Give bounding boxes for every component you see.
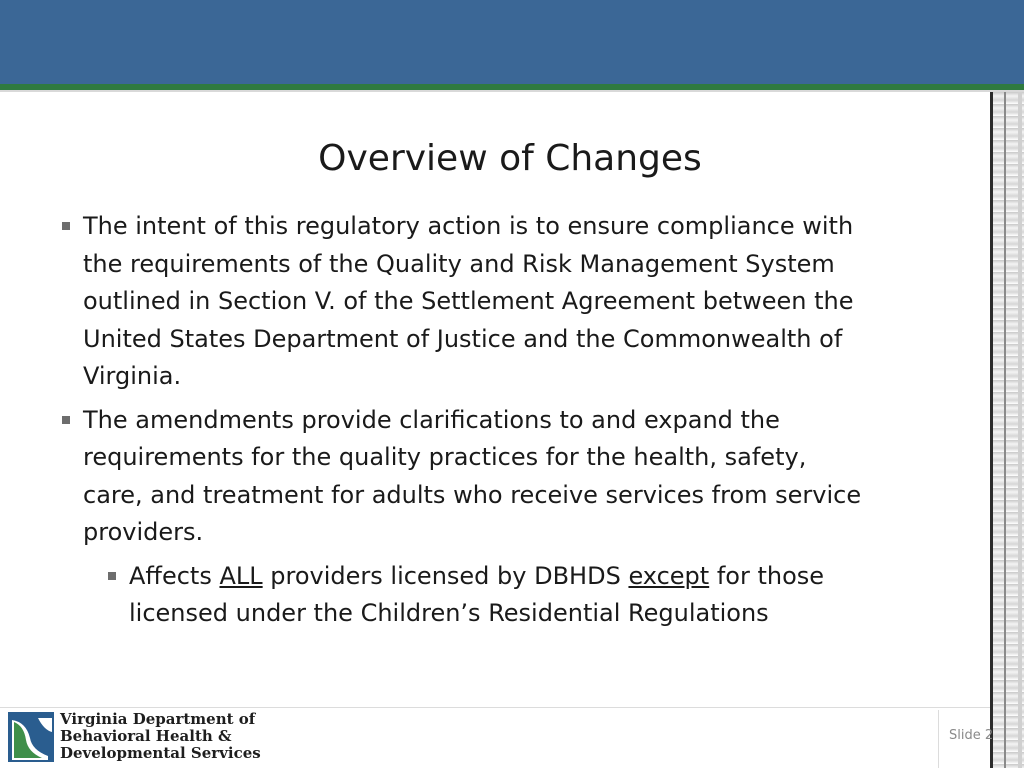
square-bullet-icon bbox=[108, 572, 116, 580]
right-edge-line bbox=[1018, 92, 1022, 768]
slide-title: Overview of Changes bbox=[318, 138, 702, 179]
square-bullet-icon bbox=[62, 222, 70, 230]
dbhds-logo-icon bbox=[8, 712, 54, 762]
slide-number: Slide 2 bbox=[949, 728, 994, 743]
square-bullet-icon bbox=[62, 416, 70, 424]
right-edge-line bbox=[1004, 92, 1006, 768]
bullet-intent bbox=[62, 208, 862, 396]
header-band bbox=[0, 0, 1024, 84]
sub-bullet-text-part: Affects bbox=[129, 561, 220, 590]
bullet-text: The amendments provide clarifications to and expand the requirements for the quality practices for the health, safety, care, and treatment for adults who receive services from service providers. bbox=[83, 405, 862, 546]
bullet-amendments bbox=[62, 402, 862, 552]
sub-bullet-text-part: for those licensed under the Children’s Residential Regulations bbox=[129, 561, 825, 627]
footer-rule bbox=[0, 707, 990, 708]
emphasis-except: except bbox=[628, 561, 710, 590]
logo-line: Behavioral Health & bbox=[60, 727, 232, 745]
sub-bullet-affects bbox=[108, 558, 862, 633]
emphasis-all: ALL bbox=[219, 561, 263, 590]
sub-bullet-text-part: providers licensed by DBHDS bbox=[262, 561, 629, 590]
bullet-text: The intent of this regulatory action is to ensure compliance with the requirements of the Quality and Risk Management System outlined in Section V. of the Settlement Agreement between the United States Department of Justice and the Commonwealth of Virginia. bbox=[83, 212, 854, 390]
header-shadow bbox=[0, 90, 1024, 92]
sub-bullet-text bbox=[129, 562, 824, 628]
footer-divider bbox=[938, 710, 939, 768]
logo-line: Developmental Services bbox=[60, 744, 261, 762]
logo-line: Virginia Department of bbox=[60, 710, 256, 728]
organization-name bbox=[60, 711, 261, 762]
slide-body bbox=[62, 208, 862, 633]
right-edge-line bbox=[990, 92, 993, 768]
